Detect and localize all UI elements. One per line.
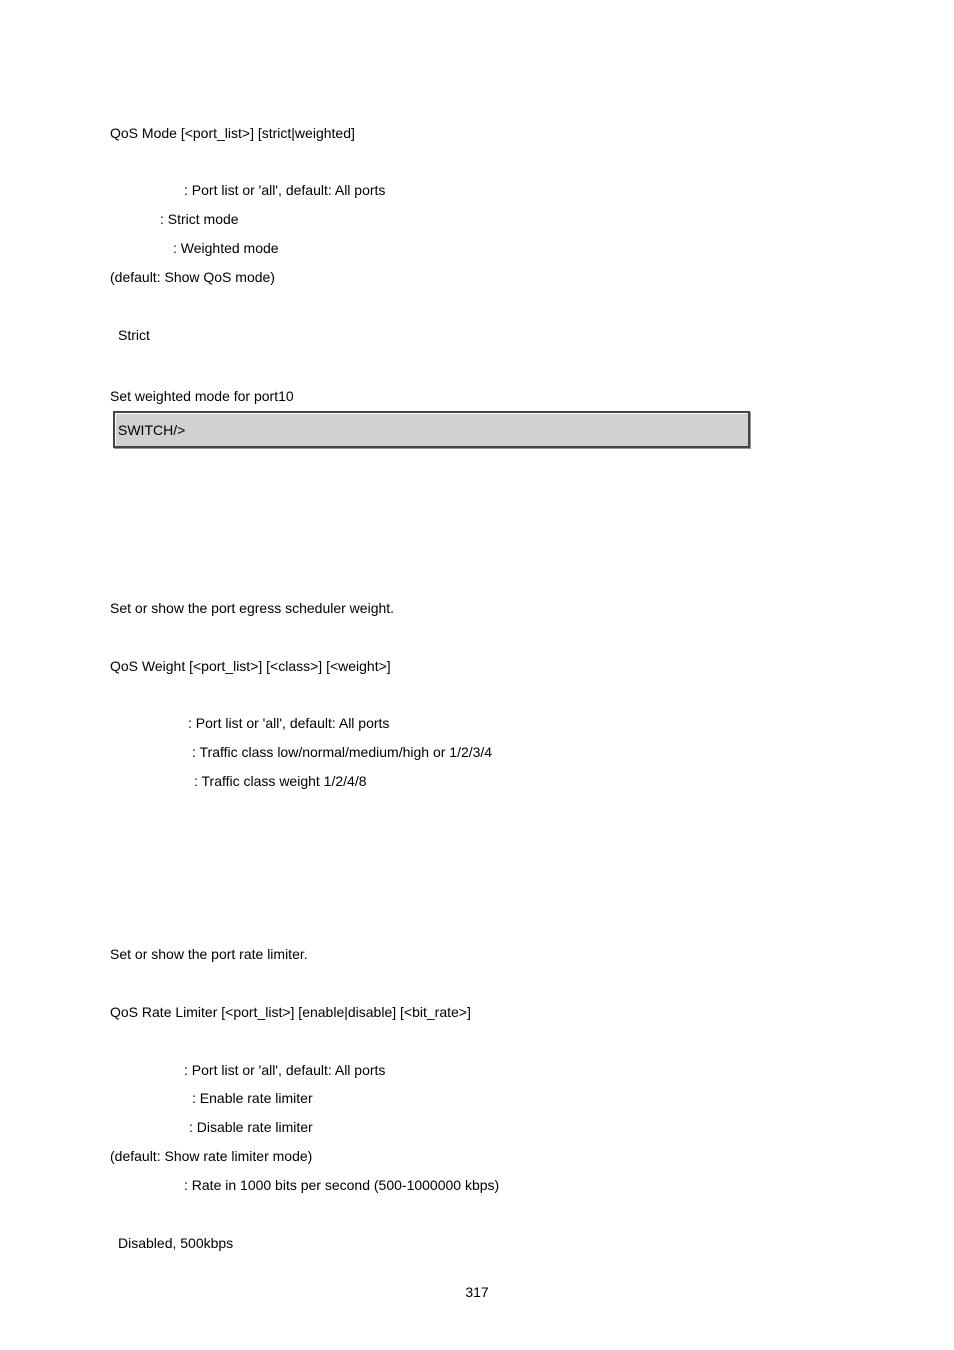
param-default-note: (default: Show rate limiter mode) [110, 1148, 313, 1164]
param-port-list: : Port list or 'all', default: All ports [188, 715, 390, 731]
param-class: : Traffic class low/normal/medium/high or 1/2/3/4 [192, 744, 493, 760]
param-bit-rate: : Rate in 1000 bits per second (500-1000000 kbps) [184, 1177, 500, 1193]
param-weighted: : Weighted mode [173, 240, 279, 256]
param-weight: : Traffic class weight 1/2/4/8 [194, 773, 367, 789]
qos-weight-syntax: QoS Weight [<port_list>] [<class>] [<weight>] [110, 658, 391, 674]
param-default-note: (default: Show QoS mode) [110, 269, 275, 285]
param-strict: : Strict mode [160, 211, 239, 227]
qos-weight-description: Set or show the port egress scheduler weight. [110, 600, 395, 616]
default-value: Disabled, 500kbps [118, 1235, 234, 1251]
default-value: Strict [118, 327, 150, 343]
param-port-list: : Port list or 'all', default: All ports [184, 182, 386, 198]
example-command-box [113, 411, 750, 448]
example-description: Set weighted mode for port10 [110, 388, 294, 404]
example-command: SWITCH/> [118, 422, 186, 438]
rate-limiter-description: Set or show the port rate limiter. [110, 946, 308, 962]
rate-limiter-syntax: QoS Rate Limiter [<port_list>] [enable|disable] [<bit_rate>] [110, 1004, 471, 1020]
page-number: 317 [465, 1284, 489, 1300]
qos-mode-syntax: QoS Mode [<port_list>] [strict|weighted] [110, 125, 355, 141]
param-disable: : Disable rate limiter [189, 1119, 313, 1135]
param-enable: : Enable rate limiter [192, 1090, 313, 1106]
param-port-list: : Port list or 'all', default: All ports [184, 1062, 386, 1078]
